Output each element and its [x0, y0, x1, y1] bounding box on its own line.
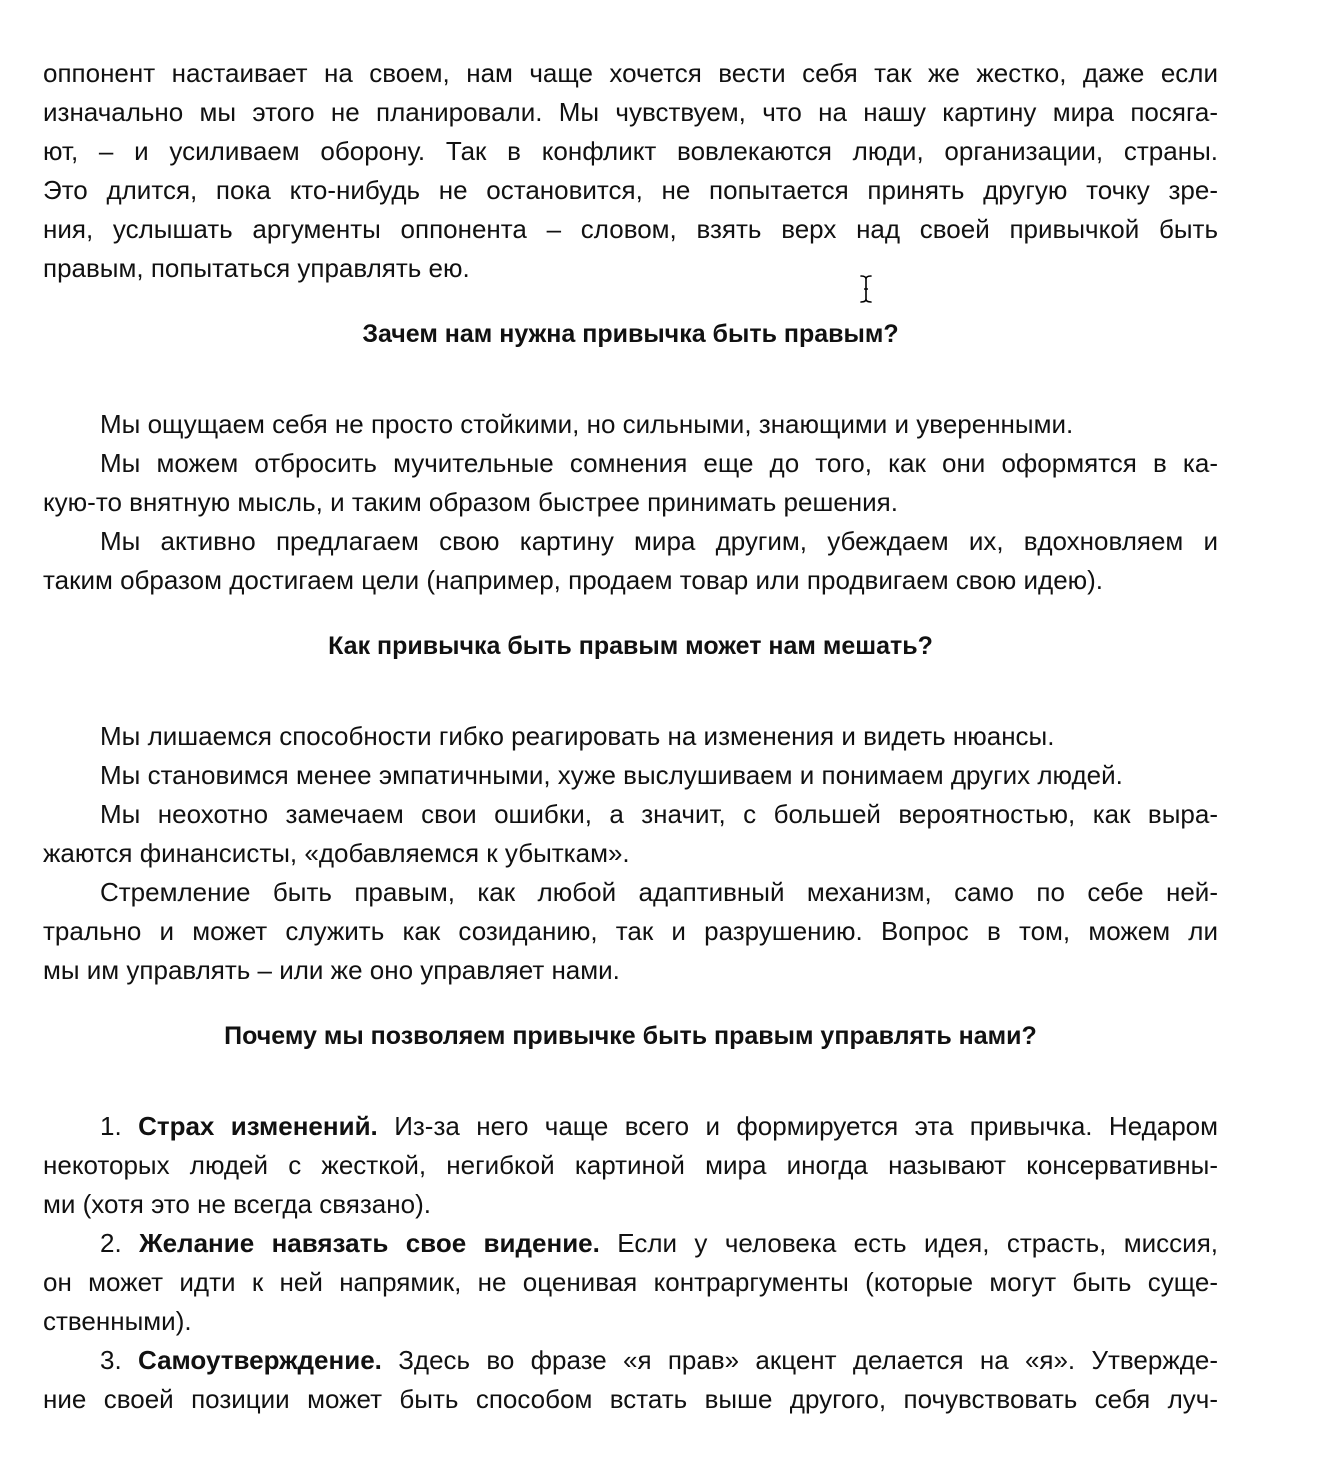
- paragraph-line: ние своей позиции может быть способом встать выше другого, почувствовать себя луч-: [43, 1384, 1218, 1414]
- list-number: 3.: [100, 1345, 122, 1375]
- paragraph-line: ственными).: [43, 1306, 192, 1336]
- paragraph-line: Мы лишаемся способности гибко реагировать на изменения и видеть нюансы.: [100, 721, 1055, 751]
- list-term: Страх изменений.: [138, 1111, 378, 1141]
- paragraph-line: Мы ощущаем себя не просто стойкими, но сильными, знающими и уверенными.: [100, 409, 1074, 439]
- paragraph-line: ют, – и усиливаем оборону. Так в конфликт вовлекаются люди, организации, страны.: [43, 136, 1218, 166]
- list-item-first-line: [100, 1224, 1218, 1263]
- paragraph-line: таким образом достигаем цели (например, продаем товар или продвигаем свою идею).: [43, 565, 1104, 595]
- list-term: Самоутверждение.: [137, 1345, 382, 1375]
- paragraph-line: Мы можем отбросить мучительные сомнения еще до того, как они оформятся в ка-: [100, 448, 1218, 478]
- paragraph-line: ния, услышать аргументы оппонента – словом, взять верх над своей привычкой быть: [43, 214, 1218, 244]
- paragraph-line: кую-то внятную мысль, и таким образом быстрее принимать решения.: [43, 487, 898, 517]
- paragraph-line: трально и может служить как созиданию, так и разрушению. Вопрос в том, можем ли: [43, 916, 1218, 946]
- list-item-first-line: [100, 1107, 1218, 1146]
- list-number: 2.: [100, 1228, 122, 1258]
- section-heading: Как привычка быть правым может нам мешать?: [328, 632, 933, 660]
- list-number: 1.: [100, 1111, 122, 1141]
- paragraph-line: Это длится, пока кто-нибудь не остановится, не попытается принять другую точку зре-: [43, 175, 1218, 205]
- paragraph-line: ми (хотя это не всегда связано).: [43, 1189, 431, 1219]
- list-text: Если у человека есть идея, страсть, миссия,: [617, 1228, 1218, 1258]
- paragraph-line: Мы неохотно замечаем свои ошибки, а значит, с большей вероятностью, как выра-: [100, 799, 1218, 829]
- paragraph-line: Мы становимся менее эмпатичными, хуже выслушиваем и понимаем других людей.: [100, 760, 1123, 790]
- list-text: Из-за него чаще всего и формируется эта привычка. Недаром: [394, 1111, 1219, 1141]
- list-text: Здесь во фразе «я прав» акцент делается на «я». Утвержде-: [398, 1345, 1218, 1375]
- paragraph-line: Мы активно предлагаем свою картину мира другим, убеждаем их, вдохновляем и: [100, 526, 1218, 556]
- section-heading: Почему мы позволяем привычке быть правым управлять нами?: [224, 1022, 1037, 1050]
- section-heading: Зачем нам нужна привычка быть правым?: [362, 320, 899, 348]
- paragraph-line: изначально мы этого не планировали. Мы чувствуем, что на нашу картину мира посяга-: [43, 97, 1218, 127]
- paragraph-line: жаются финансисты, «добавляемся к убыткам».: [43, 838, 630, 868]
- paragraph-line: Стремление быть правым, как любой адаптивный механизм, само по себе ней-: [100, 877, 1218, 907]
- paragraph-line: оппонент настаивает на своем, нам чаще хочется вести себя так же жестко, даже если: [43, 58, 1218, 88]
- text-cursor-icon: [857, 274, 875, 304]
- paragraph-line: правым, попытаться управлять ею.: [43, 253, 470, 283]
- paragraph-line: мы им управлять – или же оно управляет нами.: [43, 955, 620, 985]
- list-item-first-line: [100, 1341, 1218, 1380]
- paragraph-line: некоторых людей с жесткой, негибкой картиной мира иногда называют консервативны-: [43, 1150, 1218, 1180]
- list-term: Желание навязать свое видение.: [139, 1228, 600, 1258]
- paragraph-line: он может идти к ней напрямик, не оценивая контраргументы (которые могут быть суще-: [43, 1267, 1218, 1297]
